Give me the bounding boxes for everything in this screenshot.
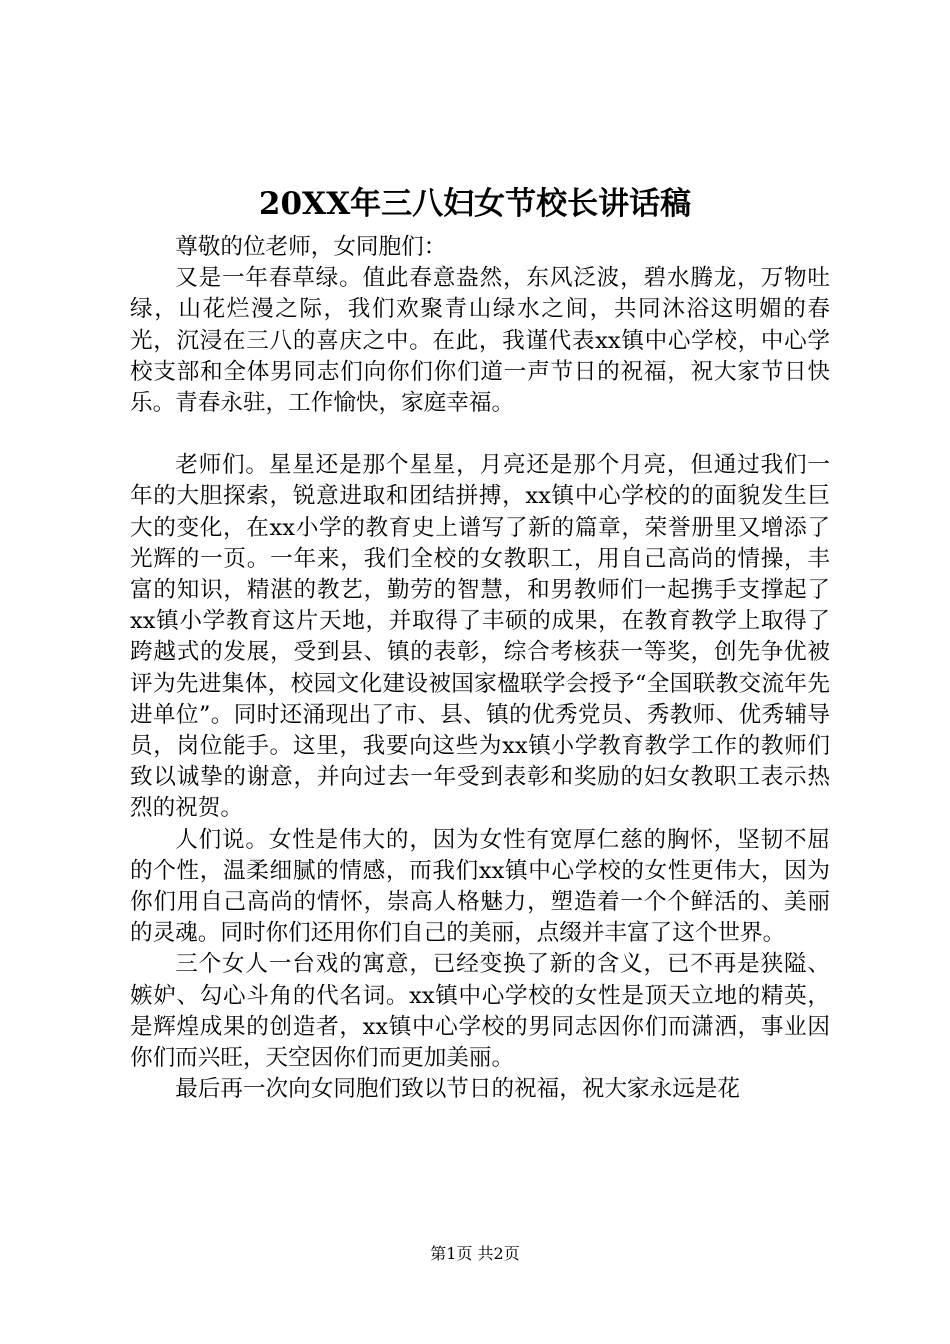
page-footer: 第1页 共2页 [430,1244,520,1263]
paragraph-salutation: 尊敬的位老师，女同胞们： [175,234,447,260]
document-body [130,232,830,1105]
paragraph-closing: 最后再一次向女同胞们致以节日的祝福，祝大家永远是花 [175,1076,741,1103]
document-title: 20XX年三八妇女节校长讲话稿 [258,186,692,222]
paragraph-women-praise: 人们说。女性是伟大的，因为女性有宽厚仁慈的胸怀，坚韧不屈的个性，温柔细腻的情感，而我们xx镇中心学校的女性更伟大，因为你们用自己高尚的情怀，崇高人格魅力，塑造着一个个鲜活的、美丽的灵魂。同时你们还用你们自己的美丽，点缀并丰富了这个世界。 [130,826,830,947]
paragraph-greeting: 又是一年春草绿。值此春意盎然，东风泛波，碧水腾龙，万物吐绿，山花烂漫之际，我们欢聚青山绿水之间，共同沐浴这明媚的春光，沉浸在三八的喜庆之中。在此，我谨代表xx镇中心学校，中心学校支部和全体男同志们向你们你们道一声节日的祝福，祝大家节日快乐。青春永驻，工作愉快，家庭幸福。 [130,265,830,417]
paragraph-new-meaning: 三个女人一台戏的寓意，已经变换了新的含义，已不再是狭隘、嫉妒、勾心斗角的代名词。xx镇中心学校的女性是顶天立地的精英，是辉煌成果的创造者，xx镇中心学校的男同志因你们而潇洒，事业因你们而兴旺，天空因你们而更加美丽。 [130,951,830,1072]
paragraph-achievements: 老师们。星星还是那个星星，月亮还是那个月亮，但通过我们一年的大胆探索，锐意进取和团结拼搏，xx镇中心学校的的面貌发生巨大的变化，在xx小学的教育史上谱写了新的篇章，荣誉册里又增添了光辉的一页。一年来，我们全校的女教职工，用自己高尚的情操，丰富的知识，精湛的教艺，勤劳的智慧，和男教师们一起携手支撑起了xx镇小学教育这片天地，并取得了丰硕的成果，在教育教学上取得了跨越式的发展，受到县、镇的表彰，综合考核获一等奖，创先争优被评为先进集体，校园文化建设被国家楹联学会授予“全国联教交流年先进单位”。同时还涌现出了市、县、镇的优秀党员、秀教师、优秀辅导员，岗位能手。这里，我要向这些为xx镇小学教育教学工作的教师们致以诚挚的谢意，并向过去一年受到表彰和奖励的妇女教职工表示热烈的祝贺。 [130,452,830,822]
